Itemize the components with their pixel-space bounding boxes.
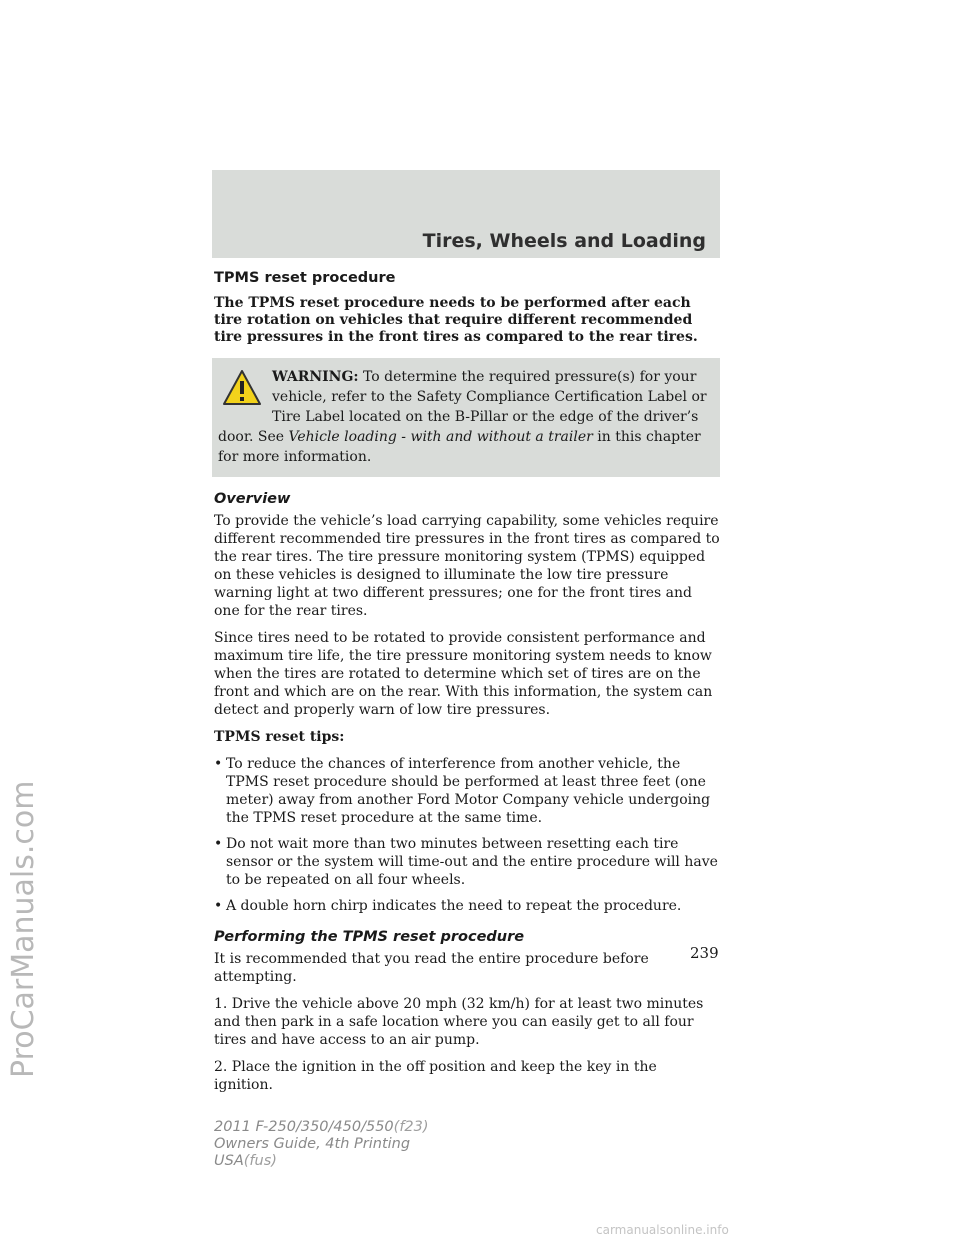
step-1: 1. Drive the vehicle above 20 mph (32 km/h) for at least two minutes and then park in a safe location where you can easily get to all four tires and have access to an air pump.	[214, 996, 704, 1048]
tips-list	[214, 755, 720, 915]
footer-market: USA	[214, 1153, 244, 1169]
footer	[214, 1119, 429, 1170]
warning-reference: Vehicle loading - with and without a trailer	[288, 429, 593, 445]
list-item: • To reduce the chances of interference from another vehicle, the TPMS reset procedure should be performed at least three feet (one meter) away from another Ford Motor Company vehicle undergoing the TPMS reset procedure at the same time.	[214, 756, 711, 826]
list-item: • Do not wait more than two minutes between resetting each tire sensor or the system will time-out and the entire procedure will have to be repeated on all four wheels.	[214, 836, 718, 888]
performing-paragraph: It is recommended that you read the entire procedure before attempting.	[214, 951, 649, 985]
intro-paragraph: The TPMS reset procedure needs to be performed after each tire rotation on vehicles that require different recommended tire pressures in the front tires as compared to the rear tires.	[214, 295, 698, 345]
page-number: 239	[690, 944, 719, 962]
footer-market-code: (fus)	[243, 1153, 277, 1169]
side-watermark: ProCarManuals.com	[6, 780, 41, 1078]
warning-triangle-icon	[222, 368, 262, 408]
list-item: • A double horn chirp indicates the need to repeat the procedure.	[214, 898, 682, 914]
page-content	[214, 270, 720, 1103]
warning-text: To determine the required pressure(s) for your vehicle, refer to the Safety Compliance Certification Label or Tire Label located on the B-Pillar or the edge of the driver’s door. See	[218, 369, 707, 445]
section-title: Tires, Wheels and Loading	[422, 230, 706, 252]
overview-paragraph-2: Since tires need to be rotated to provide consistent performance and maximum tire life, the tire pressure monitoring system needs to know when the tires are rotated to determine which set of tires are on the front and which are on the rear. With this information, the system can detect and properly warn of low tire pressures.	[214, 630, 713, 718]
performing-heading: Performing the TPMS reset procedure	[214, 929, 525, 945]
warning-lead: WARNING:	[272, 369, 359, 385]
step-2: 2. Place the ignition in the off position and keep the key in the ignition.	[214, 1059, 657, 1093]
footer-model: 2011 F-250/350/450/550	[214, 1119, 394, 1135]
warning-box	[212, 358, 720, 477]
footer-model-code: (f23)	[393, 1119, 429, 1135]
footer-edition: Owners Guide, 4th Printing	[214, 1136, 411, 1152]
procedure-heading: TPMS reset procedure	[214, 270, 396, 286]
overview-heading: Overview	[214, 491, 291, 507]
section-header	[212, 170, 720, 258]
bottom-watermark: carmanualsonline.info	[596, 1223, 729, 1237]
bullet: •	[214, 836, 223, 852]
bullet: •	[214, 898, 223, 914]
warning-text-end: in this chapter for more information.	[218, 429, 701, 465]
tips-heading: TPMS reset tips:	[214, 729, 345, 745]
bullet: •	[214, 756, 223, 772]
overview-paragraph-1: To provide the vehicle’s load carrying capability, some vehicles require different recommended tire pressures in the front tires as compared to the rear tires. The tire pressure monitoring system (TPMS) equipped on these vehicles is designed to illuminate the low tire pressure warning light at two different pressures; one for the front tires and one for the rear tires.	[214, 513, 720, 619]
